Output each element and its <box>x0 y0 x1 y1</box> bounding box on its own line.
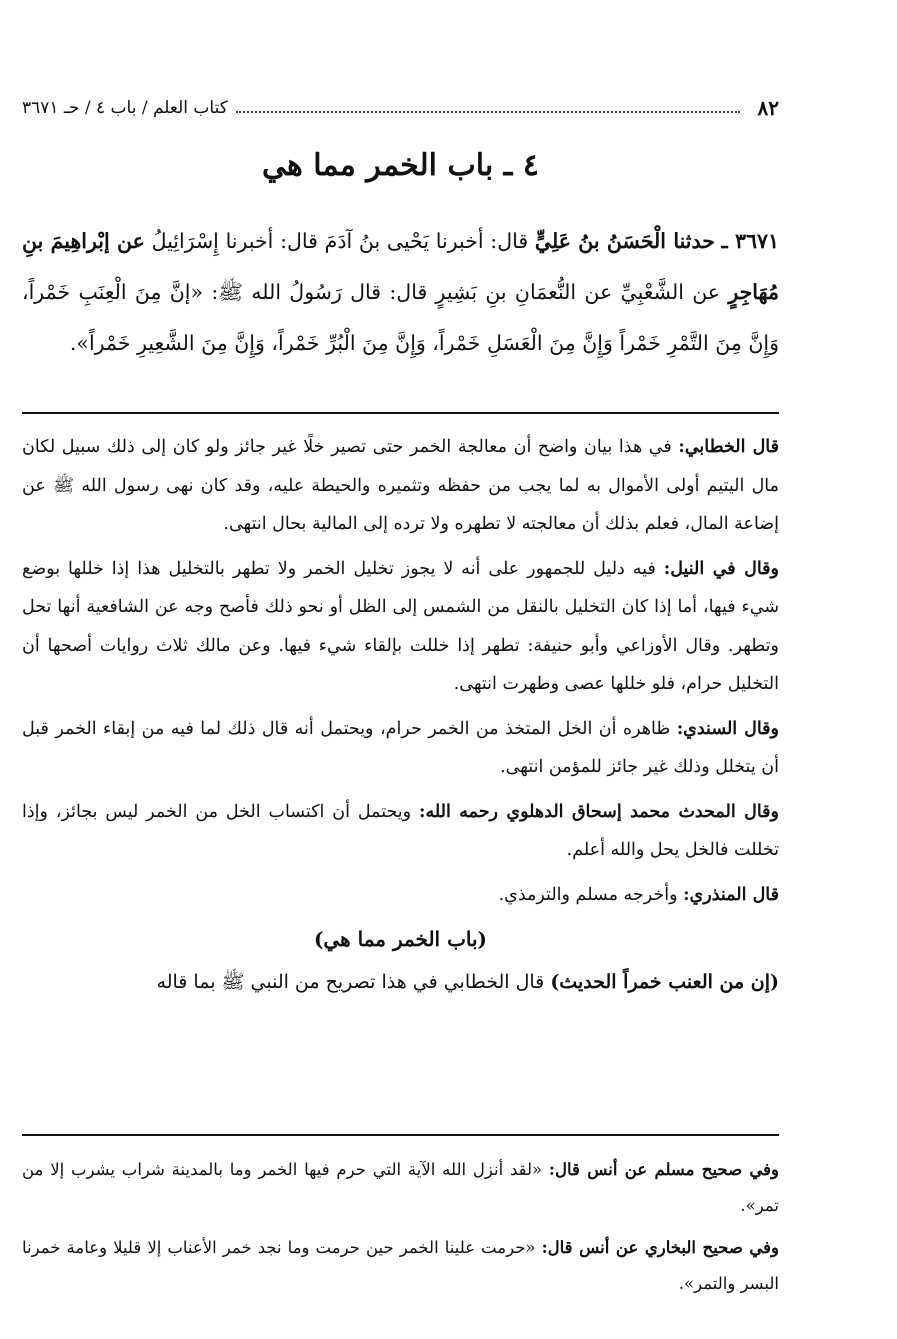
separator-rule <box>22 412 779 414</box>
running-title: كتاب العلم / باب ٤ / حـ ٣٦٧١ <box>22 98 228 118</box>
commentary-paragraph <box>22 876 779 915</box>
chapter-title: ٤ ـ باب الخمر مما هي <box>262 148 539 183</box>
commentary-lead: قال المنذري: <box>683 884 779 905</box>
hadith-text-1: قال: أخبرنا يَحْيى بنُ آدَمَ قال: أخبرنا إِسْرَائِيلُ <box>144 229 535 253</box>
commentary-text: فيه دليل للجمهور على أنه لا يجوز تخليل الخمر ولا تطهر بالتخليل هذا إذا خللها بوضع شيء فيها، أما إذا كان التخليل بالنقل من الشمس إلى الظل أو نحو ذلك فأصح وجه عن الشافعية أنها تحل وتطهر. وقال الأوزاعي وأبو حنيفة: تطهر إذا خللت بإلقاء شيء فيها. وعن مالك ثلاث روايات أصحها أن التخليل حرام، فلو خللها عصى وطهرت انتهى. <box>22 558 779 694</box>
commentary-text: ويحتمل أن اكتساب الخل من الخمر ليس بجائز، وإذا تخللت فالخل يحل والله أعلم. <box>22 801 779 860</box>
hadith-isnad-start: حدثنا الْحَسَنُ بنُ عَلِيٍّ <box>534 229 715 253</box>
page-number: ٨٢ <box>757 96 779 120</box>
footnote-text: «حرمت علينا الخمر حين حرمت وما نجد خمر الأعناب إلا قليلا وعامة خمرنا البسر والتمر». <box>22 1238 779 1293</box>
commentary-paragraph <box>22 550 779 704</box>
commentary-lead: وقال في النيل: <box>663 558 780 579</box>
footnote-lead: وفي صحيح البخاري عن أنس قال: <box>541 1238 779 1257</box>
commentary-text: وأخرجه مسلم والترمذي. <box>498 884 684 905</box>
sub-section-text: قال الخطابي في هذا تصريح من النبي ﷺ بما قاله <box>156 970 551 993</box>
footnote <box>22 1152 779 1224</box>
sub-section-body <box>22 963 779 1002</box>
footnote-rule <box>22 1134 779 1136</box>
hadith-number: ٣٦٧١ ـ <box>721 229 779 253</box>
sub-section-quote: (إن من العنب خمراً الحديث) <box>550 970 779 993</box>
page <box>22 0 779 1339</box>
hadith-text <box>22 216 779 369</box>
sub-section-title: (باب الخمر مما هي) <box>313 927 488 951</box>
leader-dots <box>236 111 740 113</box>
footnote-lead: وفي صحيح مسلم عن أنس قال: <box>548 1160 780 1179</box>
commentary <box>22 428 779 1001</box>
footnote <box>22 1230 779 1302</box>
commentary-lead: وقال المحدث محمد إسحاق الدهلوي رحمه الله: <box>419 801 779 822</box>
footnotes <box>22 1152 779 1308</box>
commentary-paragraph <box>22 710 779 787</box>
hadith-text-2: عن الشَّعْبِيِّ عن النُّعمَانِ بنِ بَشِيرٍ قال: قال رَسُولُ الله ﷺ: «إنَّ مِنَ الْعِنَبِ خَمْراً، وَإِنَّ مِنَ التَّمْرِ خَمْراً وَإِنَّ مِنَ الْعَسَلِ خَمْراً، وَإِنَّ مِنَ الْبُرِّ خَمْراً، وَإِنَّ مِنَ الشَّعِيرِ خَمْراً». <box>22 280 779 355</box>
commentary-lead: وقال السندي: <box>676 718 779 739</box>
commentary-paragraph <box>22 428 779 544</box>
footnote-text: «لقد أنزل الله الآية التي حرم فيها الخمر وما بالمدينة شراب يشرب إلا من تمر». <box>22 1160 779 1215</box>
running-head <box>22 92 779 124</box>
commentary-text: ظاهره أن الخل المتخذ من الخمر حرام، ويحتمل أنه قال ذلك لما فيه من إبقاء الخمر قبل أن يتخلل وذلك غير جائز للمؤمن انتهى. <box>22 718 779 777</box>
commentary-paragraph <box>22 793 779 870</box>
commentary-lead: قال الخطابي: <box>678 437 779 457</box>
commentary-text: في هذا بيان واضح أن معالجة الخمر حتى تصير خلًا غير جائز ولو كان إلى ذلك سبيل لكان مال اليتيم أولى الأموال به لما يجب من حفظه وتثميره والحيطة عليه، وقد كان نهى رسول الله ﷺ عن إضاعة المال، فعلم بذلك أن معالجته لا تطهره ولا ترده إلى المالية بحال انتهى. <box>22 437 779 534</box>
hadith-isnad-2: عن إبْراهِيمَ بنِ مُهَاجِرٍ <box>22 229 779 304</box>
